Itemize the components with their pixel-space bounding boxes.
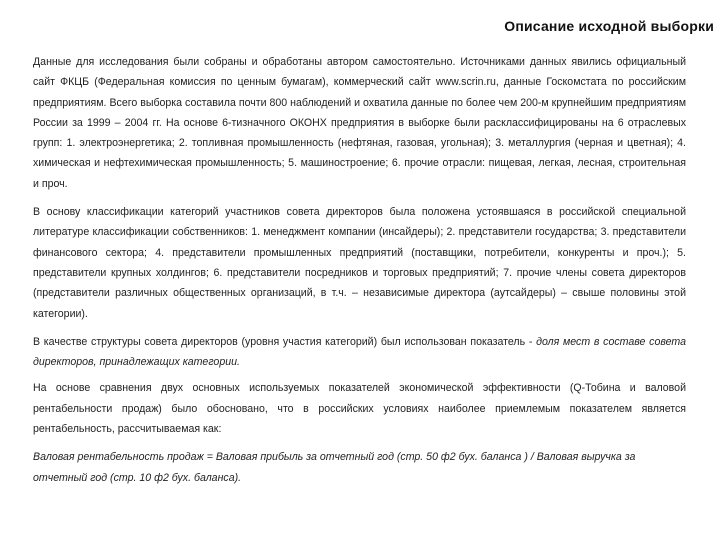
- paragraph-efficiency: На основе сравнения двух основных используемых показателей экономической эффективности (Q-Тобина и валовой рентабельности продаж) было обосновано, что в российских условиях наиболее приемлемым показателем является рентабельность, рассчитываемая как:: [33, 382, 686, 436]
- paragraph-board-structure-emphasis: доля мест в составе совета директоров, принадлежащих категории.: [33, 335, 686, 369]
- paragraph-board-classification: В основу классификации категорий участников совета директоров была положена устоявшаяся в российской специальной литературе классификации собственников: 1. менеджмент компании (инсайдеры); 2. представители государства; 3. представители финансового сектора; 4. представители промышленных предприятий (поставщики, потребители, конкуренты и проч.); 5. представители крупных холдингов; 6. представители посредников и торговых предприятий; 7. прочие члены совета директоров (представители различных общественных организаций, в т.ч. – независимые директора (аутсайдеры) – свыше половины этой категории).: [33, 206, 686, 320]
- paragraph-data-sources: Данные для исследования были собраны и обработаны автором самостоятельно. Источниками данных явились официальный сайт ФКЦБ (Федеральная комиссия по ценным бумагам), коммерческий сайт www.scrin.ru, данные Госкомстата по российским предприятиям. Всего выборка составила почти 800 наблюдений и охватила данные по более чем 200-м крупнейшим предприятиям России за 1999 – 2004 гг. На основе 6-тизначного ОКОНХ предприятия в выборке были расклассифицированы на 6 отраслевых групп: 1. электроэнергетика; 2. топливная промышленность (нефтяная, газовая, угольная); 3. металлургия (черная и цветная); 4. химическая и нефтехимическая промышленность; 5. машиностроение; 6. прочие отрасли: пищевая, легкая, лесная, строительная и проч.: [33, 56, 686, 190]
- page-title: Описание исходной выборки: [504, 18, 714, 34]
- paragraph-board-structure: [33, 332, 686, 373]
- formula-gross-profitability: Валовая рентабельность продаж = Валовая прибыль за отчетный год (стр. 50 ф2 бух. баланса ) / Валовая выручка за отчетный год (стр. 10 ф2 бух. баланса).: [33, 451, 636, 484]
- paragraph-board-structure-text: В качестве структуры совета директоров (уровня участия категорий) был использован показатель -: [33, 335, 537, 348]
- document-body: [33, 52, 686, 488]
